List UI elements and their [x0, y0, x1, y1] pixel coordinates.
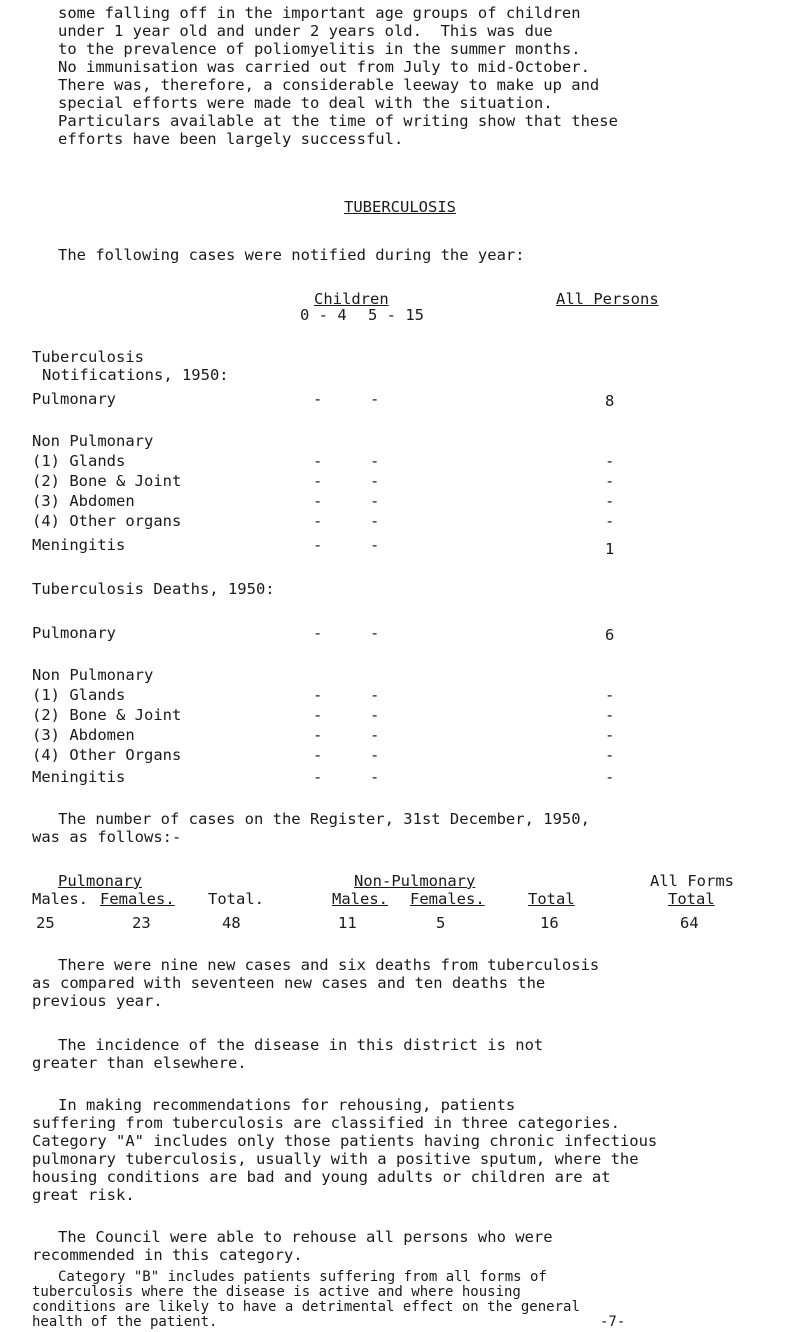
register-all-forms-heading: All Forms [650, 872, 734, 890]
cell-dash: - [605, 768, 615, 786]
text-line: health of the patient. [32, 1314, 218, 1330]
cell-dash: - [313, 706, 323, 724]
cell-dash: - [313, 726, 323, 744]
row-label-abdomen: (3) Abdomen [32, 492, 135, 510]
register-intro: The number of cases on the Register, 31st December, 1950, [58, 810, 590, 828]
cell-value: 1 [605, 540, 615, 558]
register-value: 48 [222, 914, 241, 932]
row-label-other-organs: (4) Other Organs [32, 746, 182, 764]
cell-dash: - [370, 536, 380, 554]
cell-dash: - [605, 726, 615, 744]
cell-dash: - [370, 706, 380, 724]
cell-dash: - [370, 452, 380, 470]
row-label-abdomen: (3) Abdomen [32, 726, 135, 744]
cell-dash: - [313, 768, 323, 786]
text-line: great risk. [32, 1186, 135, 1204]
text-line: The Council were able to rehouse all persons who were [58, 1228, 553, 1246]
text-line: Category "B" includes patients suffering from all forms of [58, 1269, 547, 1285]
cell-dash: - [370, 624, 380, 642]
cell-dash: - [370, 390, 380, 408]
cell-dash: - [605, 452, 615, 470]
text-line: There were nine new cases and six deaths from tuberculosis [58, 956, 600, 974]
intro-line: No immunisation was carried out from July to mid-October. [58, 58, 590, 76]
cell-dash: - [313, 624, 323, 642]
cell-dash: - [370, 512, 380, 530]
text-line: suffering from tuberculosis are classified in three categories. [32, 1114, 620, 1132]
text-line: The incidence of the disease in this district is not [58, 1036, 544, 1054]
text-line: recommended in this category. [32, 1246, 303, 1264]
row-label-glands: (1) Glands [32, 452, 126, 470]
cell-dash: - [605, 492, 615, 510]
row-label-glands: (1) Glands [32, 686, 126, 704]
intro-line: special efforts were made to deal with the situation. [58, 94, 553, 112]
register-value: 11 [338, 914, 357, 932]
text-line: Category "A" includes only those patients having chronic infectious [32, 1132, 658, 1150]
cell-dash: - [370, 492, 380, 510]
intro-line: efforts have been largely successful. [58, 130, 404, 148]
cell-dash: - [313, 472, 323, 490]
register-col-total: Total [528, 890, 575, 908]
cell-dash: - [313, 512, 323, 530]
text-line: conditions are likely to have a detrimental effect on the general [32, 1299, 580, 1315]
cell-dash: - [605, 472, 615, 490]
intro-line: to the prevalence of poliomyelitis in the summer months. [58, 40, 581, 58]
section-heading: TUBERCULOSIS [344, 198, 456, 216]
col-5-15: 5 - 15 [368, 306, 424, 324]
text-line: greater than elsewhere. [32, 1054, 247, 1072]
register-col-total: Total. [208, 890, 264, 908]
cell-dash: - [313, 686, 323, 704]
text-line: tuberculosis where the disease is active and where housing [32, 1284, 521, 1300]
row-label-other-organs: (4) Other organs [32, 512, 182, 530]
register-value: 25 [36, 914, 55, 932]
intro-line: There was, therefore, a considerable leeway to make up and [58, 76, 600, 94]
deaths-heading: Tuberculosis Deaths, 1950: [32, 580, 275, 598]
register-value: 23 [132, 914, 151, 932]
cell-value: 8 [605, 392, 615, 410]
cell-dash: - [313, 492, 323, 510]
text-line: In making recommendations for rehousing, patients [58, 1096, 516, 1114]
register-col-males: Males. [32, 890, 88, 908]
row-label-non-pulmonary: Non Pulmonary [32, 432, 154, 450]
cell-dash: - [370, 472, 380, 490]
row-label-pulmonary: Pulmonary [32, 390, 116, 408]
cell-dash: - [605, 746, 615, 764]
register-non-pulmonary-heading: Non-Pulmonary [354, 872, 476, 890]
text-line: housing conditions are bad and young adults or children are at [32, 1168, 611, 1186]
col-all-persons: All Persons [556, 290, 659, 308]
row-label-bone-joint: (2) Bone & Joint [32, 706, 182, 724]
register-col-total: Total [668, 890, 715, 908]
register-col-males: Males. [332, 890, 388, 908]
cell-dash: - [370, 726, 380, 744]
cell-dash: - [370, 768, 380, 786]
text-line: pulmonary tuberculosis, usually with a positive sputum, where the [32, 1150, 639, 1168]
intro-line: under 1 year old and under 2 years old. This was due [58, 22, 553, 40]
register-value: 16 [540, 914, 559, 932]
cell-dash: - [370, 686, 380, 704]
cell-dash: - [313, 536, 323, 554]
text-line: as compared with seventeen new cases and ten deaths the [32, 974, 546, 992]
cell-dash: - [313, 746, 323, 764]
intro-line: Particulars available at the time of writing show that these [58, 112, 618, 130]
text-line: previous year. [32, 992, 163, 1010]
cell-dash: - [605, 706, 615, 724]
cell-dash: - [370, 746, 380, 764]
cell-dash: - [605, 512, 615, 530]
col-0-4: 0 - 4 [300, 306, 347, 324]
register-intro: was as follows:- [32, 828, 182, 846]
cell-dash: - [313, 390, 323, 408]
notif-heading-2: Notifications, 1950: [42, 366, 229, 384]
register-pulmonary-heading: Pulmonary [58, 872, 142, 890]
register-col-females: Females. [100, 890, 175, 908]
intro-line: some falling off in the important age groups of children [58, 4, 581, 22]
notif-heading-1: Tuberculosis [32, 348, 144, 366]
row-label-non-pulmonary: Non Pulmonary [32, 666, 154, 684]
cell-dash: - [605, 686, 615, 704]
row-label-pulmonary: Pulmonary [32, 624, 116, 642]
page-number: -7- [600, 1314, 626, 1330]
register-value: 5 [436, 914, 446, 932]
cell-value: 6 [605, 626, 615, 644]
tb-intro: The following cases were notified during the year: [58, 246, 525, 264]
row-label-meningitis: Meningitis [32, 536, 126, 554]
row-label-bone-joint: (2) Bone & Joint [32, 472, 182, 490]
col-children: Children [314, 290, 389, 308]
register-value: 64 [680, 914, 699, 932]
register-col-females: Females. [410, 890, 485, 908]
row-label-meningitis: Meningitis [32, 768, 126, 786]
cell-dash: - [313, 452, 323, 470]
